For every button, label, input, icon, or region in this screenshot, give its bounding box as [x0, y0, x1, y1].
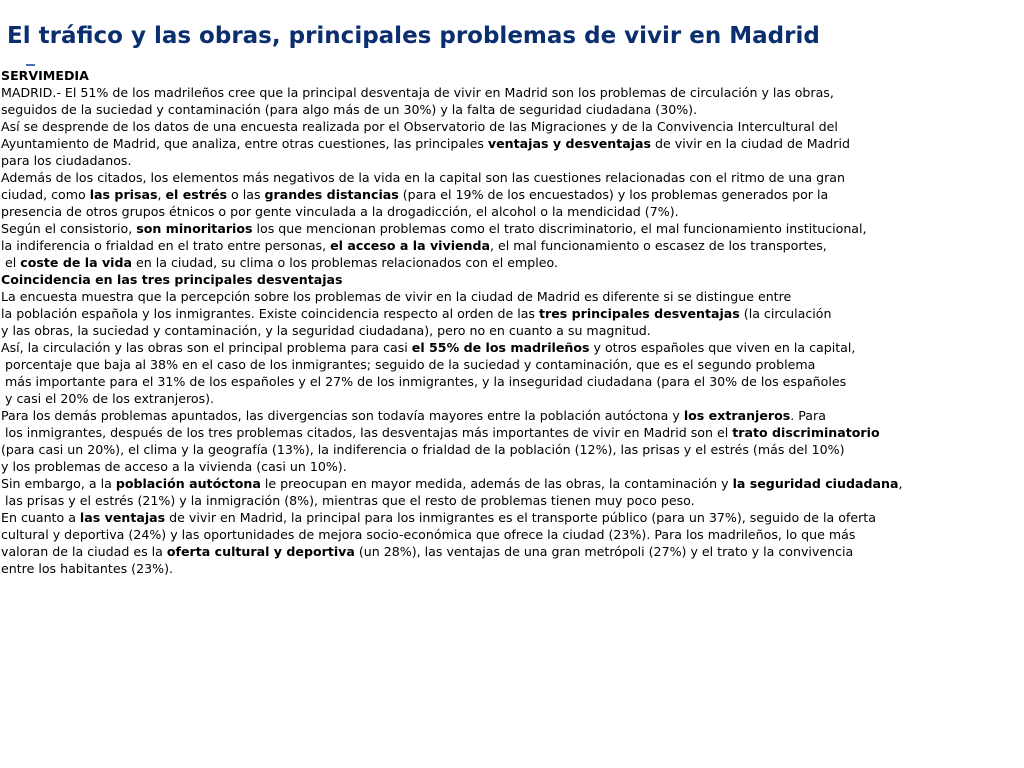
text-run: (para casi un 20%), el clima y la geografía (13%), la indiferencia o frialdad de la población (12%), las prisas y el estrés (más del 10%)	[1, 442, 845, 457]
text-run: entre los habitantes (23%).	[1, 561, 173, 576]
article-line	[1, 169, 1023, 186]
article-line	[1, 356, 1023, 373]
article-line	[1, 458, 1023, 475]
text-run: (la circulación	[739, 306, 832, 321]
text-run: de vivir en la ciudad de Madrid	[651, 136, 850, 151]
article-line	[1, 509, 1023, 526]
text-run: Ayuntamiento de Madrid, que analiza, entre otras cuestiones, las principales	[1, 136, 488, 151]
article-line	[1, 543, 1023, 560]
text-run: los que mencionan problemas como el trato discriminatorio, el mal funcionamiento institucional,	[252, 221, 867, 236]
text-run: La encuesta muestra que la percepción sobre los problemas de vivir en la ciudad de Madrid es diferente si se distingue entre	[1, 289, 792, 304]
text-run: valoran de la ciudad es la	[1, 544, 167, 559]
text-run: En cuanto a	[1, 510, 80, 525]
bold-text-run: coste de la vida	[20, 255, 133, 270]
text-run: más importante para el 31% de los españoles y el 27% de los inmigrantes, y la inseguridad ciudadana (para el 30% de los españoles	[1, 374, 847, 389]
article-line	[1, 254, 1023, 271]
text-run: presencia de otros grupos étnicos o por gente vinculada a la drogadicción, el alcohol o la mendicidad (7%).	[1, 204, 679, 219]
article-line	[1, 288, 1023, 305]
text-run: (un 28%), las ventajas de una gran metrópoli (27%) y el trato y la convivencia	[354, 544, 854, 559]
text-run: ,	[157, 187, 166, 202]
bold-text-run: ventajas y desventajas	[487, 136, 652, 151]
bold-text-run: población autóctona	[115, 476, 261, 491]
article-line	[1, 152, 1023, 169]
text-run: (para el 19% de los encuestados) y los problemas generados por la	[398, 187, 829, 202]
text-run: en la ciudad, su clima o los problemas relacionados con el empleo.	[132, 255, 558, 270]
text-run: los inmigrantes, después de los tres problemas citados, las desventajas más importantes de vivir en Madrid son el	[1, 425, 733, 440]
text-run: la indiferencia o frialdad en el trato entre personas,	[1, 238, 331, 253]
text-run: MADRID.- El 51% de los madrileños cree que la principal desventaja de vivir en Madrid son los problemas de circulación y las obras,	[1, 85, 834, 100]
text-run: seguidos de la suciedad y contaminación (para algo más de un 30%) y la falta de seguridad ciudadana (30%).	[1, 102, 698, 117]
article-line	[1, 424, 1023, 441]
text-run: ,	[898, 476, 903, 491]
text-run: y los problemas de acceso a la vivienda (casi un 10%).	[1, 459, 347, 474]
text-run: las prisas y el estrés (21%) y la inmigración (8%), mientras que el resto de problemas tienen muy poco peso.	[1, 493, 695, 508]
article-line	[1, 526, 1023, 543]
text-run: y las obras, la suciedad y contaminación, y la seguridad ciudadana), pero no en cuanto a su magnitud.	[1, 323, 651, 338]
bold-text-run: el acceso a la vivienda	[330, 238, 491, 253]
text-run: Así se desprende de los datos de una encuesta realizada por el Observatorio de las Migraciones y de la Convivencia Intercultural del	[1, 119, 838, 134]
article-line	[1, 492, 1023, 509]
text-run: y otros españoles que viven en la capital,	[589, 340, 856, 355]
text-run: , el mal funcionamiento o escasez de los transportes,	[490, 238, 827, 253]
text-run: el	[1, 255, 21, 270]
text-run: Para los demás problemas apuntados, las divergencias son todavía mayores entre la población autóctona y	[1, 408, 684, 423]
article-line	[1, 220, 1023, 237]
article-line	[1, 322, 1023, 339]
text-run: Además de los citados, los elementos más negativos de la vida en la capital son las cuestiones relacionadas con el ritmo de una gran	[1, 170, 845, 185]
text-run: le preocupan en mayor medida, además de las obras, la contaminación y	[260, 476, 733, 491]
article-line	[1, 441, 1023, 458]
article-line	[1, 67, 1023, 84]
article-line	[1, 271, 1023, 288]
bold-text-run: las ventajas	[79, 510, 166, 525]
article-line	[1, 186, 1023, 203]
text-run: y casi el 20% de los extranjeros).	[1, 391, 215, 406]
article-line	[1, 373, 1023, 390]
article-line	[1, 203, 1023, 220]
text-run: Sin embargo, a la	[1, 476, 116, 491]
bold-text-run: los extranjeros	[683, 408, 791, 423]
article-body	[1, 67, 1023, 577]
article-line	[1, 135, 1023, 152]
text-run: . Para	[790, 408, 826, 423]
article-line	[1, 560, 1023, 577]
article-line	[1, 305, 1023, 322]
article-line	[1, 339, 1023, 356]
bold-text-run: grandes distancias	[264, 187, 399, 202]
article-line	[1, 84, 1023, 101]
title-divider	[26, 64, 35, 66]
text-run: o las	[227, 187, 265, 202]
text-run: para los ciudadanos.	[1, 153, 132, 168]
bold-text-run: son minoritarios	[136, 221, 253, 236]
article-line	[1, 101, 1023, 118]
bold-text-run: la seguridad ciudadana	[732, 476, 899, 491]
text-run: porcentaje que baja al 38% en el caso de los inmigrantes; seguido de la suciedad y contaminación, que es el segundo problema	[1, 357, 816, 372]
page-title: El tráfico y las obras, principales problemas de vivir en Madrid	[7, 23, 820, 49]
text-run: la población española y los inmigrantes. Existe coincidencia respecto al orden de las	[1, 306, 539, 321]
bold-text-run: oferta cultural y deportiva	[166, 544, 355, 559]
text-run: cultural y deportiva (24%) y las oportunidades de mejora socio-económica que ofrece la ciudad (23%). Para los madrileños, lo que más	[1, 527, 856, 542]
article-line	[1, 475, 1023, 492]
article-line	[1, 407, 1023, 424]
text-run: de vivir en Madrid, la principal para los inmigrantes es el transporte público (para un 37%), seguido de la oferta	[165, 510, 876, 525]
article-line	[1, 118, 1023, 135]
text-run: ciudad, como	[1, 187, 90, 202]
bold-text-run: el estrés	[165, 187, 228, 202]
bold-text-run: tres principales desventajas	[538, 306, 740, 321]
bold-text-run: el 55% de los madrileños	[411, 340, 590, 355]
bold-text-run: trato discriminatorio	[732, 425, 880, 440]
bold-text-run: las prisas	[89, 187, 158, 202]
text-run: Así, la circulación y las obras son el principal problema para casi	[1, 340, 412, 355]
bold-text-run: SERVIMEDIA	[1, 68, 89, 83]
article-line	[1, 390, 1023, 407]
text-run: Según el consistorio,	[1, 221, 137, 236]
bold-text-run: Coincidencia en las tres principales desventajas	[1, 272, 343, 287]
article-line	[1, 237, 1023, 254]
